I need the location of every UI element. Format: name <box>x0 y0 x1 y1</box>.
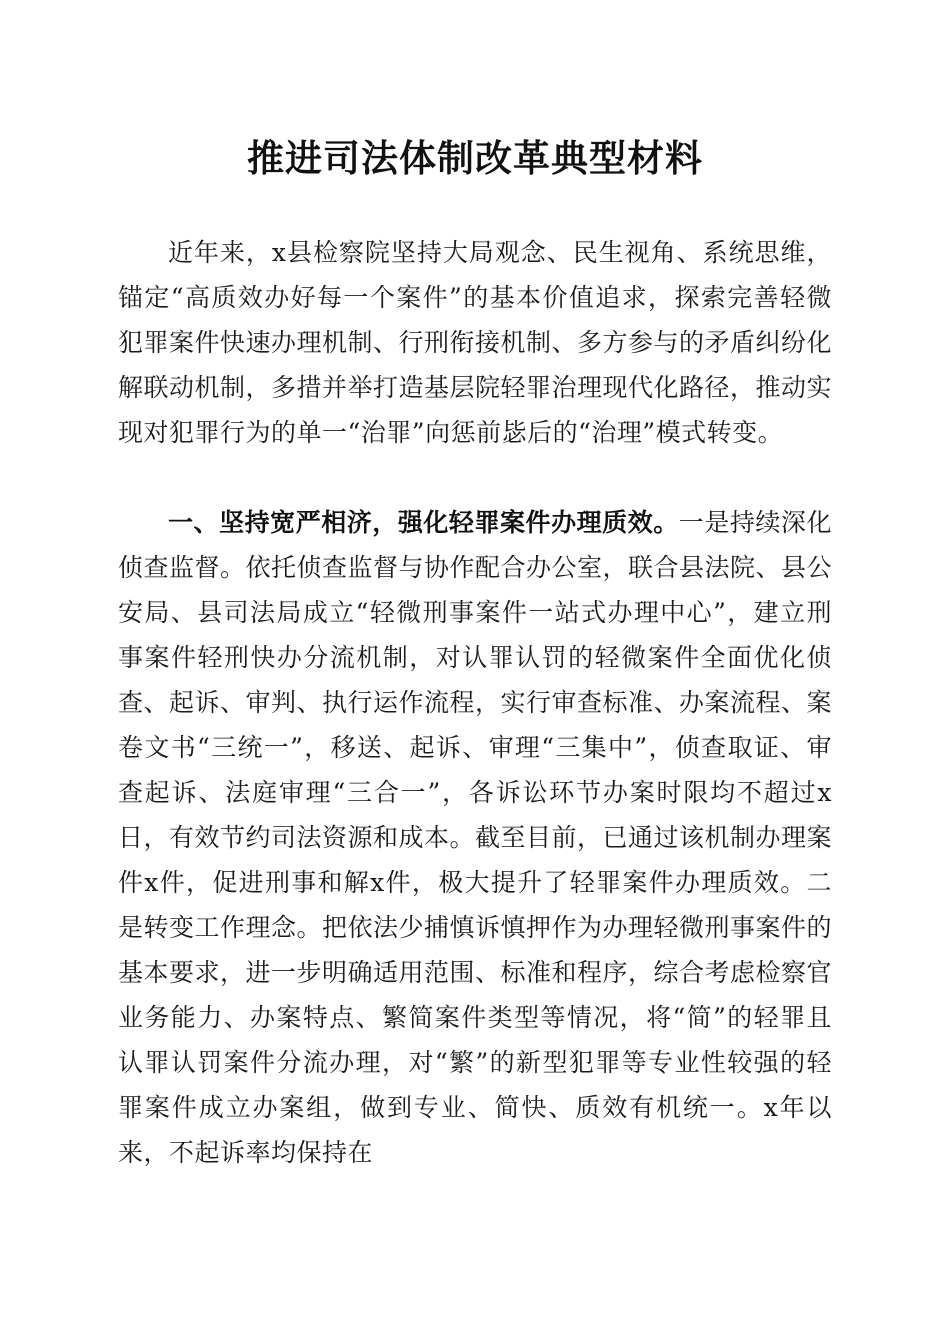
body-paragraph-section-1 <box>118 500 832 1175</box>
document-title: 推进司法体制改革典型材料 <box>247 136 703 180</box>
section-heading: 一、坚持宽严相济，强化轻罪案件办理质效。 <box>168 508 679 537</box>
paragraph-text: 近年来，x县检察院坚持大局观念、民生视角、系统思维，锚定“高质效办好每一个案件”的基本价值追求，探索完善轻微犯罪案件快速办理机制、行刑衔接机制、多方参与的矛盾纠纷化解联动机制，多措并举打造基层院轻罪治理现代化路径，推动实现对犯罪行为的单一“治罪”向惩前毖后的“治理”模式转变。 <box>118 238 833 447</box>
paragraph-text: 一是持续深化侦查监督。依托侦查监督与协作配合办公室，联合县法院、县公安局、县司法局成立“轻微刑事案件一站式办理中心”，建立刑事案件轻刑快办分流机制，对认罪认罚的轻微案件全面优化侦查、起诉、审判、执行运作流程，实行审查标准、办案流程、案卷文书“三统一”，移送、起诉、审理“三集中”，侦查取证、审查起诉、法庭审理“三合一”，各诉讼环节办案时限均不超过x日，有效节约司法资源和成本。截至目前，已通过该机制办理案件x件，促进刑事和解x件，极大提升了轻罪案件办理质效。二是转变工作理念。把依法少捕慎诉慎押作为办理轻微刑事案件的基本要求，进一步明确适用范围、标准和程序，综合考虑检察官业务能力、办案特点、繁简案件类型等情况，将“简”的轻罪且认罪认罚案件分流办理，对“繁”的新型犯罪等专业性较强的轻罪案件成立办案组，做到专业、简快、质效有机统一。x年以来，不起诉率均保持在 <box>118 508 833 1167</box>
body-paragraph-intro <box>118 230 832 455</box>
